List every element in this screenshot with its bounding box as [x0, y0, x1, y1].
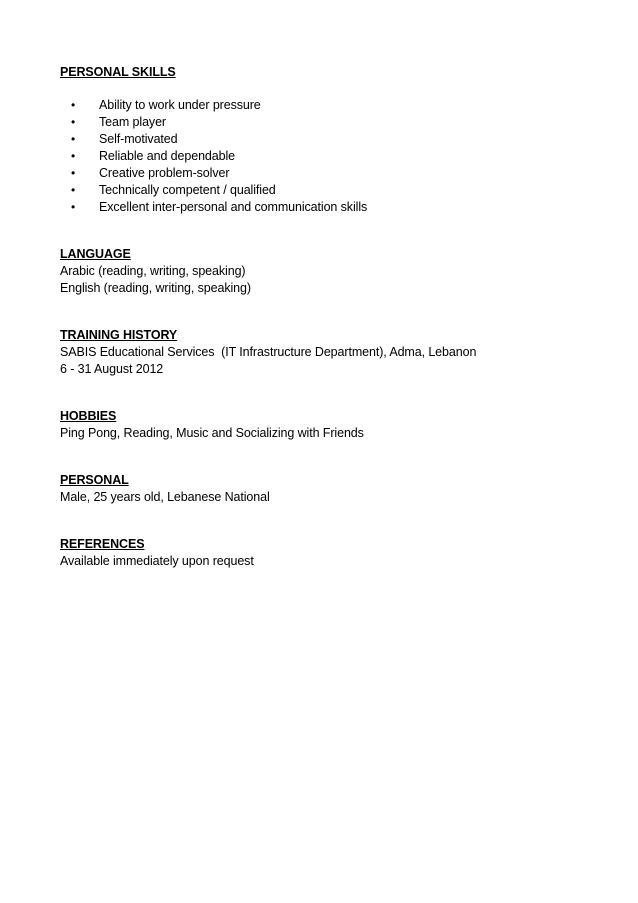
- section-heading-personal: PERSONAL: [60, 473, 129, 487]
- skill-item: [60, 165, 600, 182]
- skill-item: [60, 148, 600, 165]
- section-heading-hobbies: HOBBIES: [60, 409, 117, 423]
- bullet-icon: •: [71, 115, 76, 129]
- section-personal-skills: [60, 64, 600, 216]
- skill-text: Reliable and dependable: [99, 149, 236, 163]
- training-line: SABIS Educational Services (IT Infrastructure Department), Adma, Lebanon: [60, 345, 477, 359]
- skill-text: Team player: [99, 115, 166, 129]
- skill-item: [60, 199, 600, 216]
- training-dates: 6 - 31 August 2012: [60, 362, 164, 376]
- section-personal: [60, 472, 600, 506]
- bullet-icon: •: [71, 98, 76, 112]
- skill-item: [60, 97, 600, 114]
- skill-text: Self-motivated: [99, 132, 178, 146]
- skill-item: [60, 182, 600, 199]
- bullet-icon: •: [71, 183, 76, 197]
- personal-line: Male, 25 years old, Lebanese National: [60, 490, 270, 504]
- skill-item: [60, 114, 600, 131]
- resume-content: [60, 64, 600, 570]
- skill-text: Technically competent / qualified: [99, 183, 276, 197]
- section-language: [60, 246, 600, 297]
- references-line: Available immediately upon request: [60, 554, 254, 568]
- skill-text: Ability to work under pressure: [99, 98, 261, 112]
- skills-list: [60, 97, 600, 216]
- bullet-icon: •: [71, 132, 76, 146]
- section-hobbies: [60, 408, 600, 442]
- section-heading-language: LANGUAGE: [60, 247, 131, 261]
- language-line: Arabic (reading, writing, speaking): [60, 264, 246, 278]
- bullet-icon: •: [71, 166, 76, 180]
- section-training-history: [60, 327, 600, 378]
- section-heading-personal-skills: PERSONAL SKILLS: [60, 65, 176, 79]
- section-heading-training-history: TRAINING HISTORY: [60, 328, 178, 342]
- language-line: English (reading, writing, speaking): [60, 281, 251, 295]
- section-heading-references: REFERENCES: [60, 537, 145, 551]
- skill-text: Excellent inter-personal and communication skills: [99, 200, 368, 214]
- bullet-icon: •: [71, 149, 76, 163]
- hobbies-line: Ping Pong, Reading, Music and Socializing with Friends: [60, 426, 364, 440]
- section-references: [60, 536, 600, 570]
- bullet-icon: •: [71, 200, 76, 214]
- skill-item: [60, 131, 600, 148]
- skill-text: Creative problem-solver: [99, 166, 230, 180]
